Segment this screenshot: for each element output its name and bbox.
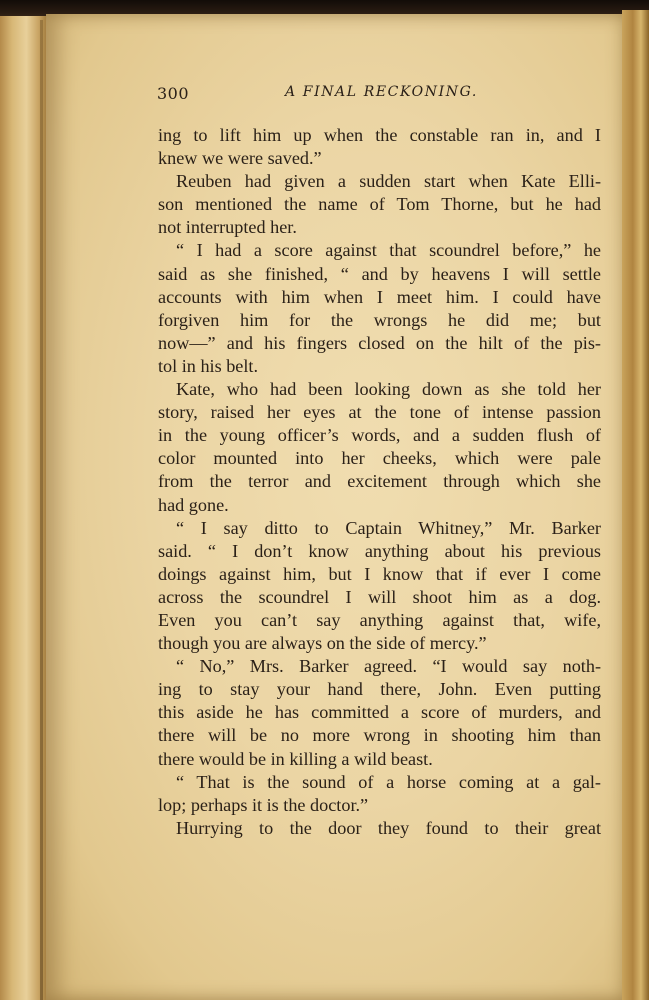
text-line: “ I had a score against that scoundrel before,” he [176, 240, 601, 261]
text-line: this aside he has committed a score of murders, and [158, 702, 601, 723]
text-line: lop; perhaps it is the doctor.” [158, 794, 369, 815]
text-line: “ No,” Mrs. Barker agreed. “I would say noth- [176, 656, 601, 677]
text-line: Even you can’t say anything against that, wife, [158, 609, 601, 630]
text-line: “ I say ditto to Captain Whitney,” Mr. Barker [176, 517, 601, 538]
text-line: ing to stay your hand there, John. Even putting [158, 679, 601, 700]
page-edges-right [622, 10, 649, 1000]
text-line: “ That is the sound of a horse coming at a gal- [176, 771, 601, 792]
text-line: Kate, who had been looking down as she told her [176, 379, 601, 400]
text-line: son mentioned the name of Tom Thorne, but he had [158, 194, 601, 215]
text-line: there will be no more wrong in shooting him than [158, 725, 601, 746]
text-line: tol in his belt. [158, 355, 259, 376]
text-line: forgiven him for the wrongs he did me; but [158, 309, 601, 330]
text-line: accounts with him when I meet him. I could have [158, 286, 601, 307]
page-header [157, 84, 603, 108]
page-number: 300 [157, 84, 190, 103]
text-line: color mounted into her cheeks, which were pale [158, 448, 601, 469]
text-line: knew we were saved.” [158, 148, 322, 169]
text-line: doings against him, but I know that if ever I come [158, 563, 601, 584]
text-line: ing to lift him up when the constable ran in, and I [158, 125, 601, 145]
text-line: in the young officer’s words, and a sudden flush of [158, 425, 601, 446]
text-line: Reuben had given a sudden start when Kate Elli- [176, 171, 601, 192]
text-line: across the scoundrel I will shoot him as a dog. [158, 586, 601, 607]
text-line: said. “ I don’t know anything about his previous [158, 540, 601, 561]
text-line: from the terror and excitement through which she [158, 471, 601, 492]
text-line: Hurrying to the door they found to their great [176, 817, 601, 838]
text-line: had gone. [158, 494, 229, 515]
text-line: there would be in killing a wild beast. [158, 748, 433, 769]
body-text [158, 124, 601, 840]
text-line: though you are always on the side of mercy.” [158, 633, 487, 654]
text-line: story, raised her eyes at the tone of intense passion [158, 402, 601, 423]
text-line: not interrupted her. [158, 217, 297, 238]
text-line: said as she finished, “ and by heavens I will settle [158, 263, 601, 284]
running-title: A FINAL RECKONING. [285, 84, 478, 100]
text-line: now—” and his fingers closed on the hilt of the pis- [158, 332, 601, 353]
gutter-fold-line [40, 20, 43, 1000]
